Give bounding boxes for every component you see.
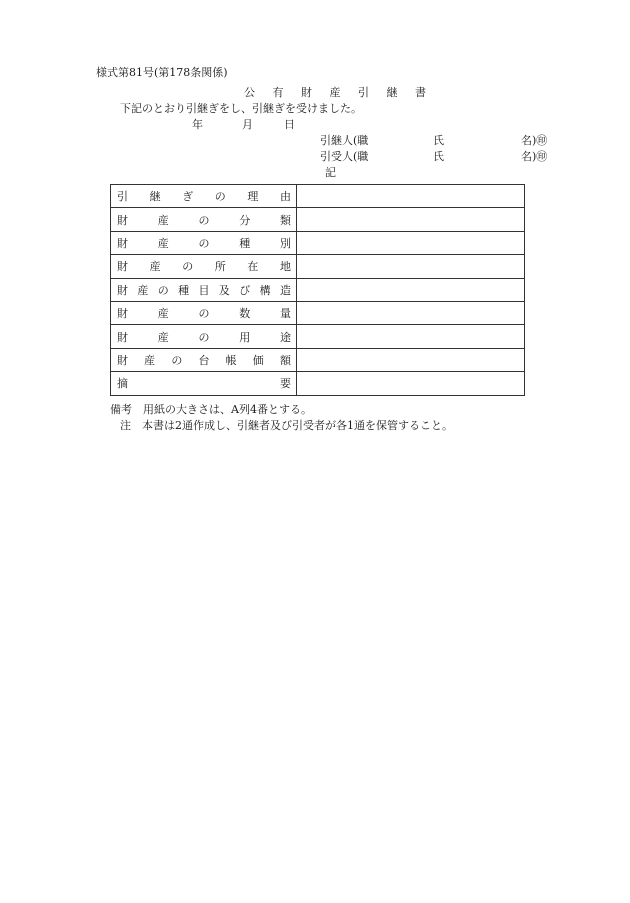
row-value (297, 278, 525, 301)
transferor-seal: ㊞ (536, 134, 548, 147)
table-row (111, 348, 525, 371)
transferee-role: 引受人 (320, 150, 353, 163)
row-label: 財 産 の 分 類 (111, 208, 297, 231)
row-label: 財 産 の 所 在 地 (111, 255, 297, 278)
transferee-position: (職 (353, 150, 369, 163)
transferor-name-end: 名) (521, 134, 537, 147)
document-title-char: 書 (415, 86, 426, 99)
storage-note: 注 本書は2通作成し、引継者及び引受者が各1通を保管すること。 (120, 419, 453, 432)
row-label: 引 継 ぎ の 理 由 (111, 185, 297, 208)
document-title-char: 産 (329, 86, 341, 99)
transferee-name-start: 氏 (433, 150, 444, 163)
row-value (297, 231, 525, 254)
table-row (111, 301, 525, 324)
table-row (111, 278, 525, 301)
document-title-char: 有 (272, 86, 284, 99)
document-title-char: 公 (244, 86, 255, 99)
form-number: 様式第81号(第178条関係) (96, 66, 228, 79)
document-title-char: 財 (301, 86, 312, 99)
transferor-name-start: 氏 (433, 134, 444, 147)
date-month: 月 (242, 118, 253, 131)
table-row (111, 208, 525, 231)
table-row (111, 255, 525, 278)
date-year: 年 (192, 118, 203, 131)
row-label: 財 産 の 用 途 (111, 325, 297, 348)
date-line (192, 118, 295, 132)
row-value (297, 208, 525, 231)
row-value (297, 348, 525, 371)
intro-sentence: 下記のとおり引継ぎをし、引継ぎを受けました。 (120, 102, 362, 115)
transferor-line (320, 134, 547, 148)
row-value (297, 372, 525, 395)
transferee-name-end: 名) (521, 150, 537, 163)
date-day: 日 (284, 118, 295, 131)
transferee-line (320, 150, 547, 164)
table-row (111, 231, 525, 254)
row-label: 財 産 の 種 別 (111, 231, 297, 254)
row-label: 財 産 の 数 量 (111, 301, 297, 324)
row-label: 財 産 の 種 目 及 び 構 造 (111, 278, 297, 301)
table-row (111, 185, 525, 208)
remark-note: 備考 用紙の大きさは、A列4番とする。 (110, 403, 312, 416)
table-row (111, 372, 525, 395)
ki-heading: 記 (325, 166, 336, 179)
document-title-char: 継 (386, 86, 398, 99)
row-value (297, 185, 525, 208)
document-title (244, 86, 426, 100)
transferor-role: 引継人 (320, 134, 353, 147)
transferor-position: (職 (353, 134, 369, 147)
row-value (297, 255, 525, 278)
table-row (111, 325, 525, 348)
row-value (297, 325, 525, 348)
row-value (297, 301, 525, 324)
document-title-char: 引 (358, 86, 369, 99)
row-label: 財 産 の 台 帳 価 額 (111, 348, 297, 371)
row-label: 摘 要 (111, 372, 297, 395)
transfer-table (110, 184, 525, 396)
transferee-seal: ㊞ (536, 150, 548, 163)
